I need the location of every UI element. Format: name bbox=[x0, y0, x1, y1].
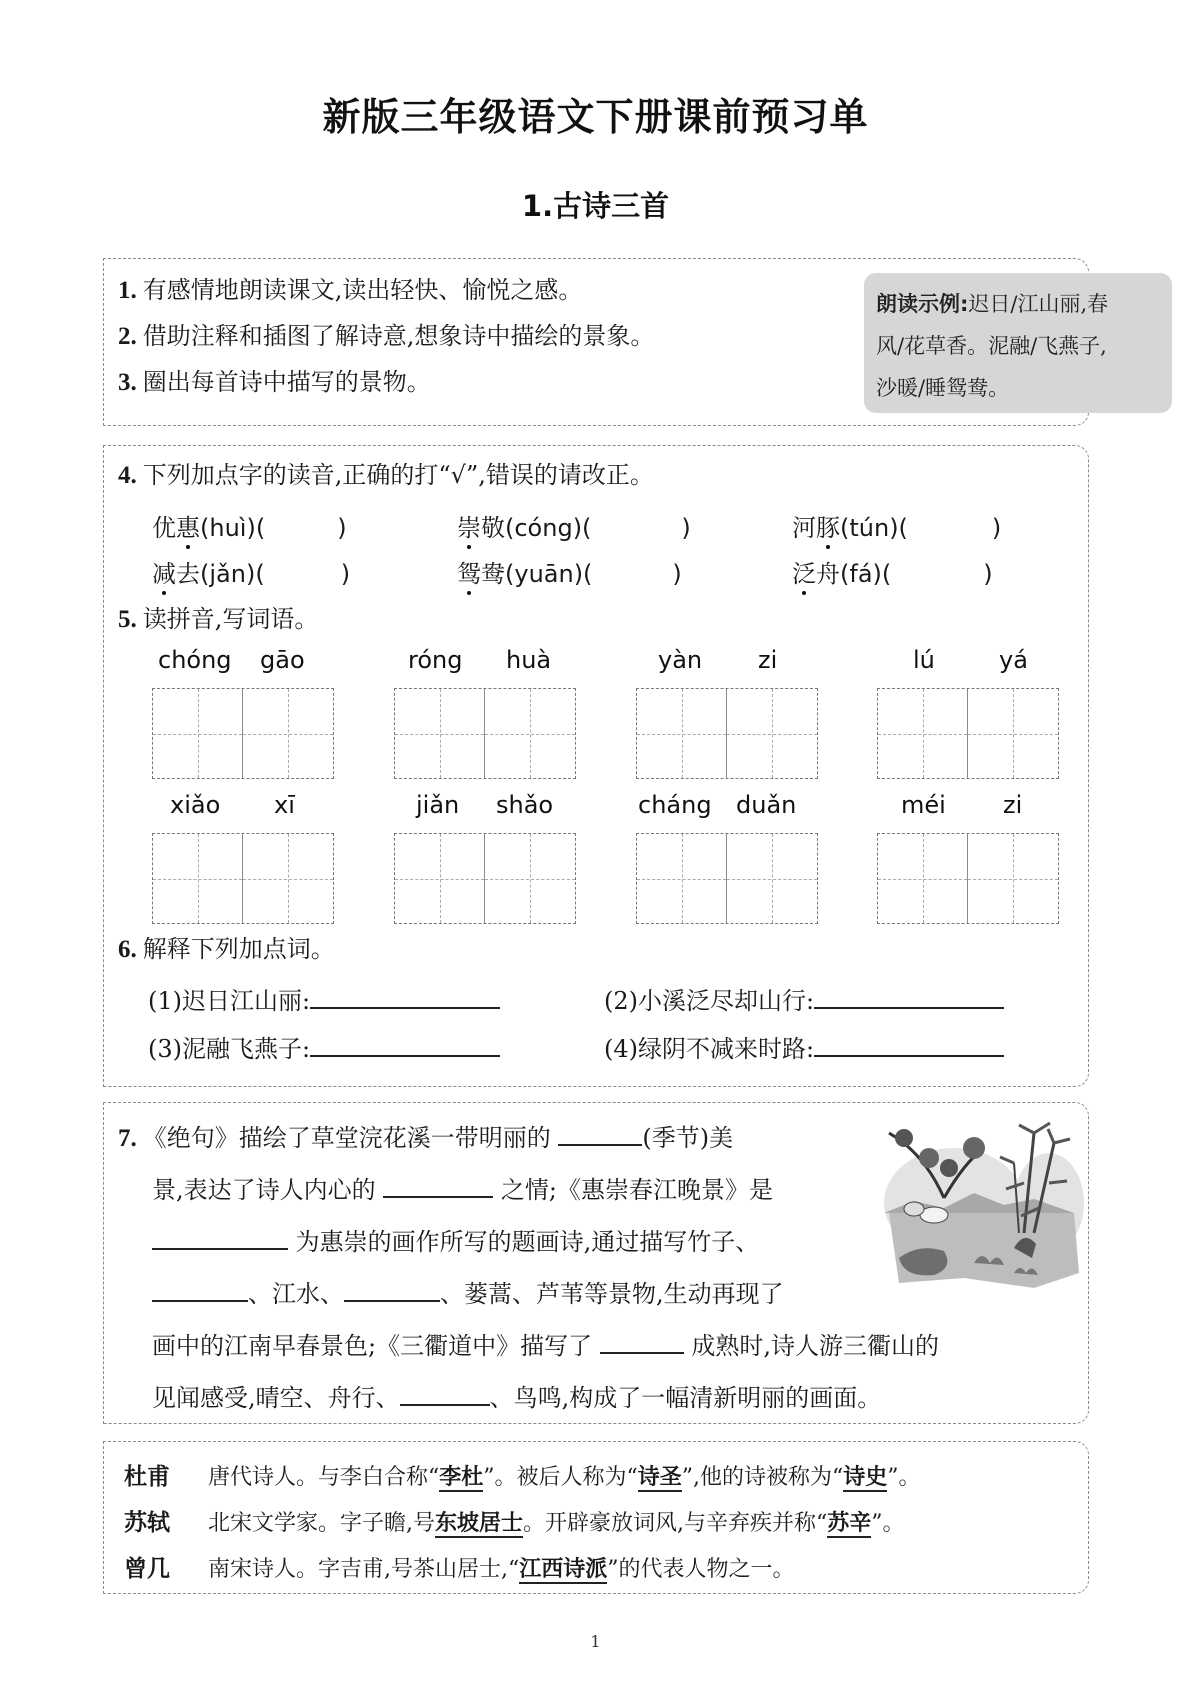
q6-item-2: (2)小溪泛尽却山行: bbox=[604, 986, 1004, 1016]
reading-example-box bbox=[864, 273, 1172, 413]
answer-blank[interactable] bbox=[344, 1280, 440, 1302]
answer-blank[interactable] bbox=[600, 1332, 684, 1354]
q4-item-1: 优惠(huì)( ) bbox=[152, 508, 347, 543]
answer-blank[interactable] bbox=[310, 987, 500, 1009]
landscape-illustration bbox=[874, 1113, 1084, 1303]
q7-box bbox=[103, 1102, 1089, 1424]
q4-item-4: 减去(jǎn)( ) bbox=[152, 554, 350, 589]
answer-blank[interactable] bbox=[400, 1384, 490, 1406]
goal-item-1: 1. 有感情地朗读课文,读出轻快、愉悦之感。 bbox=[118, 276, 583, 304]
answer-blank[interactable] bbox=[383, 1176, 493, 1198]
writing-grid[interactable] bbox=[394, 688, 576, 779]
q5-prompt: 5. 读拼音,写词语。 bbox=[118, 605, 319, 633]
writing-grid[interactable] bbox=[877, 688, 1059, 779]
exercises-box: 4. 下列加点字的读音,正确的打“√”,错误的请改正。 优惠(huì)( ) 崇敬(cóng)( ) 河豚(tún)( ) 减去(jǎn)( ) 鸳鸯(yuān)( ) 泛舟(fá)( ) 5. 读拼音,写词语。 chóng gāo róng huà yàn zi lú yá xiǎo xī jiǎn shǎo cháng duǎn méi zi 6. 解释下列加点词。 (1)迟日江山丽: (2)小溪泛尽却山行: (3)泥融飞燕子: (4)绿阴不减来时路: bbox=[103, 445, 1089, 1087]
answer-blank[interactable] bbox=[814, 987, 1004, 1009]
q7-line-6: 见闻感受,晴空、舟行、 、鸟鸣,构成了一幅清新明丽的画面。 bbox=[152, 1384, 882, 1412]
goal-item-3: 3. 圈出每首诗中描写的景物。 bbox=[118, 368, 431, 396]
answer-blank[interactable] bbox=[152, 1228, 288, 1250]
q6-prompt: 6. 解释下列加点词。 bbox=[118, 935, 335, 963]
q7-line-5: 画中的江南早春景色;《三衢道中》描写了 成熟时,诗人游三衢山的 bbox=[152, 1332, 940, 1360]
reading-goals-box bbox=[103, 258, 1109, 426]
bio-zeng-ji: 曾几 南宋诗人。字吉甫,号茶山居士,“江西诗派”的代表人物之一。 bbox=[124, 1556, 795, 1582]
example-line-1: 朗读示例:迟日/江山丽,春 bbox=[876, 292, 1109, 316]
answer-blank[interactable] bbox=[558, 1124, 642, 1146]
example-line-3: 沙暖/睡鸳鸯。 bbox=[876, 376, 1010, 400]
q7-line-4: 、江水、 、蒌蒿、芦苇等景物,生动再现了 bbox=[152, 1279, 784, 1309]
q4-item-3: 河豚(tún)( ) bbox=[792, 508, 1001, 543]
q6-item-4: (4)绿阴不减来时路: bbox=[604, 1034, 1004, 1064]
answer-blank[interactable] bbox=[310, 1035, 500, 1057]
q6-item-3: (3)泥融飞燕子: bbox=[148, 1034, 500, 1064]
q4-prompt: 4. 下列加点字的读音,正确的打“√”,错误的请改正。 bbox=[118, 461, 654, 489]
writing-grid[interactable] bbox=[636, 833, 818, 924]
q4-item-5: 鸳鸯(yuān)( ) bbox=[457, 554, 682, 589]
page-number: 1 bbox=[590, 1632, 601, 1651]
example-line-2: 风/花草香。泥融/飞燕子, bbox=[876, 334, 1107, 358]
q7-line-3: 为惠崇的画作所写的题画诗,通过描写竹子、 bbox=[152, 1227, 759, 1257]
answer-blank[interactable] bbox=[814, 1035, 1004, 1057]
poet-bios-box bbox=[103, 1441, 1089, 1594]
bio-su-shi: 苏轼 北宋文学家。字子瞻,号东坡居士。开辟豪放词风,与辛弃疾并称“苏辛”。 bbox=[124, 1510, 905, 1536]
writing-grid[interactable] bbox=[394, 833, 576, 924]
q4-item-6: 泛舟(fá)( ) bbox=[792, 554, 993, 589]
writing-grid[interactable] bbox=[152, 688, 334, 779]
bio-du-fu: 杜甫 唐代诗人。与李白合称“李杜”。被后人称为“诗圣”,他的诗被称为“诗史”。 bbox=[124, 1464, 921, 1490]
q7-line-2: 景,表达了诗人内心的 之情;《惠崇春江晚景》是 bbox=[152, 1176, 774, 1204]
writing-grid[interactable] bbox=[152, 833, 334, 924]
q6-item-1: (1)迟日江山丽: bbox=[148, 986, 500, 1016]
lesson-title: 1.古诗三首 bbox=[521, 189, 670, 223]
page-title: 新版三年级语文下册课前预习单 bbox=[322, 95, 869, 139]
writing-grid[interactable] bbox=[636, 688, 818, 779]
answer-blank[interactable] bbox=[152, 1280, 248, 1302]
q7-line-1: 7. 《绝句》描绘了草堂浣花溪一带明丽的 (季节)美 bbox=[118, 1124, 734, 1152]
writing-grid[interactable] bbox=[877, 833, 1059, 924]
q4-item-2: 崇敬(cóng)( ) bbox=[457, 508, 691, 543]
goal-item-2: 2. 借助注释和插图了解诗意,想象诗中描绘的景象。 bbox=[118, 322, 655, 350]
